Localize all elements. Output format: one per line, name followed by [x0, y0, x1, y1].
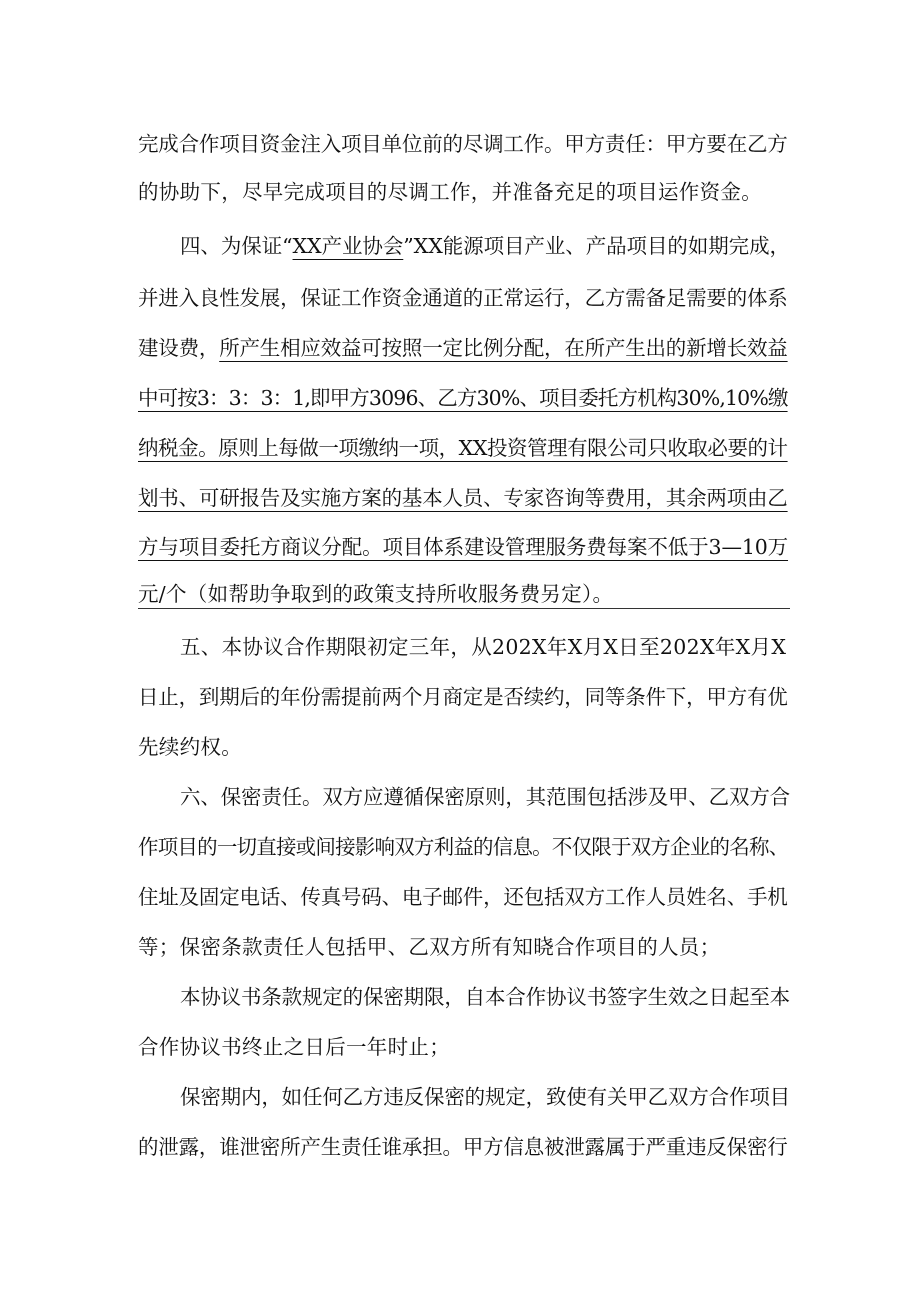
paragraph-line: 本协议书条款规定的保密期限，自本合作协议书签字生效之日起至本 — [180, 985, 790, 1009]
paragraph-line: 建设费，所产生相应效益可按照一定比例分配，在所产生出的新增长效益 — [138, 336, 788, 360]
paragraph-line: 并进入良性发展，保证工作资金通道的正常运行，乙方需备足需要的体系 — [138, 286, 788, 310]
paragraph-line: 六、保密责任。双方应遵循保密原则，其范围包括涉及甲、乙双方合 — [180, 785, 790, 809]
paragraph-line: 元/个（如帮助争取到的政策支持所收服务费另定）。 — [138, 582, 614, 606]
underlined-line: 中可按3：3：3：1,即甲方3096、乙方30%、项目委托方机构30%,10%缴 — [138, 386, 788, 410]
paragraph-line: 的泄露，谁泄密所产生责任谁承担。甲方信息被泄露属于严重违反保密行 — [138, 1135, 788, 1159]
paragraph-line: 的协助下，尽早完成项目的尽调工作，并准备充足的项目运作资金。 — [138, 180, 762, 204]
underline-rule — [138, 608, 790, 609]
underlined-line: 纳税金。原则上每做一项缴纳一项，XX投资管理有限公司只收取必要的计 — [138, 436, 788, 460]
underlined-line: 划书、可研报告及实施方案的基本人员、专家咨询等费用，其余两项由乙 — [138, 486, 788, 510]
paragraph-line: 等；保密条款责任人包括甲、乙双方所有知晓合作项目的人员； — [138, 935, 721, 959]
paragraph-line: 作项目的一切直接或间接影响双方利益的信息。不仅限于双方企业的名称、 — [138, 835, 789, 859]
paragraph-line: 日止，到期后的年份需提前两个月商定是否续约，同等条件下，甲方有优 — [138, 685, 788, 709]
paragraph-line: 住址及固定电话、传真号码、电子邮件，还包括双方工作人员姓名、手机 — [138, 885, 788, 909]
paragraph-line: 完成合作项目资金注入项目单位前的尽调工作。甲方责任：甲方要在乙方 — [138, 132, 788, 156]
paragraph-line: 四、为保证“XX产业协会”XX能源项目产业、产品项目的如期完成， — [180, 234, 790, 258]
paragraph-line: 合作协议书终止之日后一年时止； — [138, 1035, 450, 1059]
paragraph-line: 五、本协议合作期限初定三年，从202X年X月X日至202X年X月X — [180, 635, 787, 659]
paragraph-line: 保密期内，如任何乙方违反保密的规定，致使有关甲乙双方合作项目 — [180, 1085, 790, 1109]
paragraph-line: 先续约权。 — [138, 735, 242, 759]
underlined-line: 方与项目委托方商议分配。项目体系建设管理服务费每案不低于3—10万 — [138, 535, 789, 559]
